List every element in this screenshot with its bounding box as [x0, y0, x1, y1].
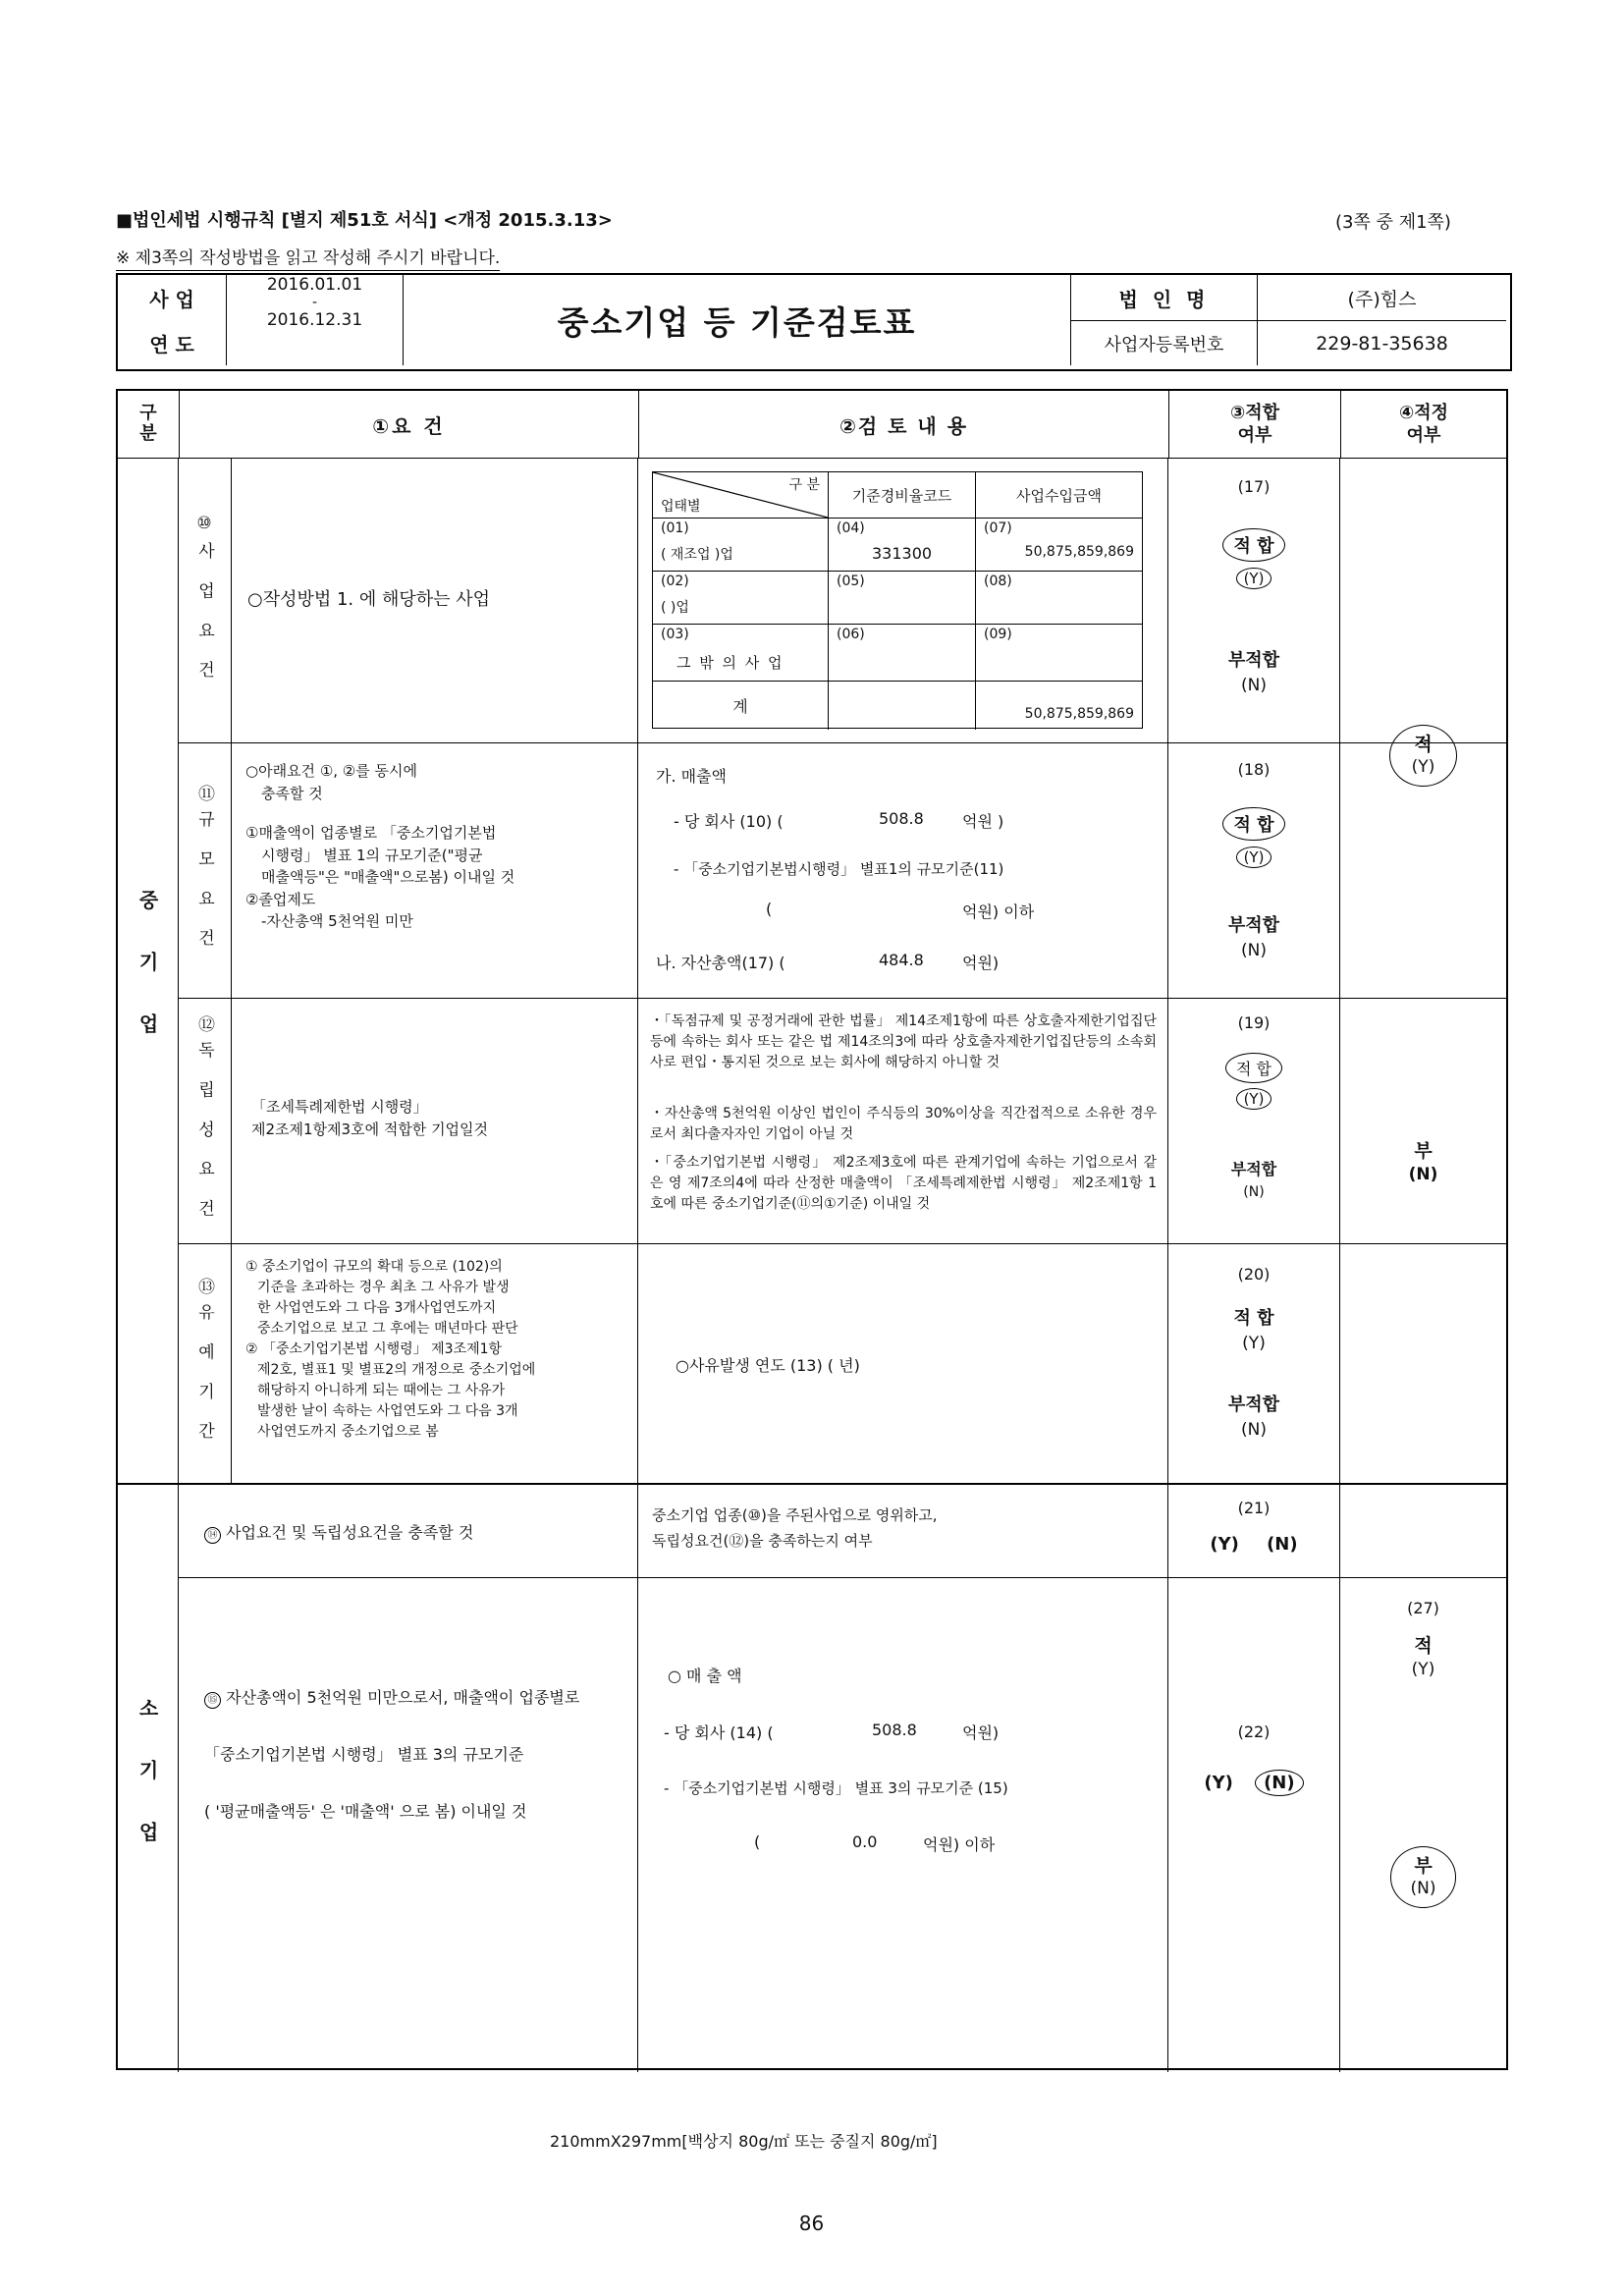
small-row1-requirement — [179, 1483, 638, 1577]
conform-scale — [1168, 742, 1340, 998]
scale-rev-l1: 가. 매출액 — [656, 767, 727, 786]
biz-row-1-c3-val: 50,875,859,869 — [1024, 544, 1134, 560]
scale-rev-u1: 억원 ) — [962, 812, 1004, 831]
small-row2-requirement — [179, 1577, 638, 2072]
indep-rev-b2: ・자산총액 5천억원 이상인 법인이 주식등의 30%이상을 직간접적으로 소유한 경우로서 최다출자자인 기업이 아닐 것 — [650, 1106, 1157, 1142]
period-from: 2016.01.01 — [266, 275, 363, 295]
adequacy-small-yes-mark: (Y) — [1411, 1659, 1435, 1679]
conform-small2-marks[interactable] — [1168, 1770, 1339, 1796]
scale-req-l5: 매출액등"은 "매출액"으로봄) 이내일 것 — [261, 868, 515, 886]
adequacy-small-no-mark: (N) — [1410, 1878, 1436, 1898]
biz-row-2-c1 — [653, 571, 828, 624]
adequacy-small-no: (27) — [1407, 1599, 1439, 1617]
small-row2-req-l3: ( '평균매출액등' 은 '매출액' 으로 봄) 이내일 것 — [204, 1802, 527, 1821]
conform-grace-yes-mark: (Y) — [1242, 1334, 1266, 1353]
scale-req-l3: ①매출액이 업종별로 「중소기업기본법 — [245, 824, 497, 842]
col-header-division: 구 분 — [139, 403, 157, 444]
biz-row-1-c2 — [828, 518, 975, 571]
instruction-note: ※ 제3쪽의 작성방법을 읽고 작성해 주시기 바랍니다. — [116, 244, 500, 271]
row-indep-num-cell — [179, 998, 232, 1243]
conform-small-row2 — [1168, 1577, 1340, 2072]
biz-row-2-c2 — [828, 571, 975, 624]
row-indep-review — [638, 998, 1168, 1243]
small-row1-rev-l1: 중소기업 업종(⑩)을 주된사업으로 영위하고, — [652, 1506, 938, 1524]
grace-req-l5: ② 「중소기업기본법 시행령」 제3조제1항 — [245, 1341, 503, 1357]
row-indep-label — [192, 1015, 217, 1226]
biz-total-blank — [828, 681, 975, 730]
criteria-table — [116, 389, 1508, 2070]
conform-biz-yes[interactable] — [1168, 528, 1339, 562]
conform-indep-no: (19) — [1237, 1013, 1271, 1032]
biz-row-2-c2-no: (05) — [837, 574, 865, 589]
period-label-2: 연 도 — [149, 332, 194, 356]
biz-row-1-c2-val: 331300 — [872, 544, 933, 563]
small-row2-req-l1-text: 자산총액이 5천억원 미만으로서, 매출액이 업종별로 — [226, 1688, 580, 1707]
biz-row-3-c1 — [653, 624, 828, 681]
small-row2-rev-u2: 억원) 이하 — [923, 1835, 996, 1854]
grace-req-l3: 한 사업연도와 그 다음 3개사업연도까지 — [257, 1300, 497, 1316]
small-row2-rev-l2: - 당 회사 (14) ( — [664, 1723, 774, 1742]
biz-row-3-c2-no: (06) — [837, 627, 865, 642]
grace-req-l6: 제2호, 별표1 및 별표2의 개정으로 중소기업에 — [257, 1362, 536, 1378]
conform-grace-no: (20) — [1237, 1265, 1271, 1284]
conform-grace-yes-label[interactable]: 적 합 — [1233, 1308, 1274, 1329]
conform-scale-yes-mark: (Y) — [1236, 847, 1272, 868]
biz-inner-head-bottom: 업태별 — [661, 499, 701, 515]
conform-indep-no-mark: (N) — [1243, 1184, 1265, 1200]
adequacy-sme-yes[interactable] — [1340, 725, 1506, 787]
period-dash: - — [311, 295, 318, 310]
biz-row-3-c3 — [975, 624, 1142, 681]
biz-row-1-c3 — [975, 518, 1142, 571]
scale-req-l4: 시행령」 별표 1의 규모기준("평균 — [261, 846, 483, 864]
col-header-requirement: ①요 건 — [179, 391, 638, 458]
col-header-adequacy: ④적정 여부 — [1340, 391, 1506, 458]
conform-biz-no-mark: (N) — [1241, 676, 1267, 695]
row-grace-label — [192, 1278, 217, 1448]
scale-rev-v1: 508.8 — [879, 809, 924, 828]
division-small-cell — [118, 1483, 179, 2072]
small-row2-rev-v2: 0.0 — [852, 1832, 878, 1851]
conform-biz-req — [1168, 458, 1340, 742]
biz-row-3-c1-no: (03) — [661, 627, 689, 642]
row-scale-review — [638, 742, 1168, 998]
conform-small-row1 — [1168, 1483, 1340, 1577]
biz-total-value: 50,875,859,869 — [1024, 706, 1134, 722]
row-scale-num-cell — [179, 742, 232, 998]
small-row2-rev-l4: ( — [754, 1832, 761, 1851]
conform-small2-no: (N) — [1255, 1770, 1304, 1796]
biz-row-1-c2-no: (04) — [837, 520, 865, 536]
biz-no-value: 229-81-35638 — [1257, 320, 1506, 365]
corp-name-value: (주)힘스 — [1257, 275, 1506, 320]
conform-grace — [1168, 1243, 1340, 1483]
adequacy-sme-yes-mark: (Y) — [1411, 756, 1435, 777]
division-small-label: 소 기 업 — [135, 1697, 159, 1859]
col-header-review: ②검 토 내 용 — [638, 391, 1168, 458]
conform-indep-yes-label: 적 합 — [1225, 1053, 1282, 1083]
adequacy-small-yes[interactable] — [1340, 1634, 1506, 1680]
adequacy-sme-no-mark: (N) — [1408, 1164, 1438, 1184]
form-reference: ■법인세법 시행규칙 [별지 제51호 서식] <개정 2015.3.13> — [116, 210, 613, 231]
scale-req-l7: -자산총액 5천억원 미만 — [261, 912, 413, 930]
adequacy-small — [1340, 1483, 1506, 2072]
biz-row-2-c1-text: ( )업 — [661, 600, 689, 616]
row-biz-req-num-cell — [179, 458, 232, 742]
row-biz-req-label — [192, 514, 217, 686]
small-row2-rev-l1: ○ 매 출 액 — [668, 1667, 742, 1685]
adequacy-sme-no-label: 부 — [1414, 1140, 1433, 1162]
biz-row-3-c1-text: 그 밖 의 사 업 — [676, 654, 784, 672]
scale-rev-l2: - 당 회사 (10) ( — [674, 812, 784, 831]
indep-rev-b3: ・「중소기업기본법 시행령」 제2조제3호에 따른 관계기업에 속하는 기업으로서 같은 영 제7조의4에 따라 산정한 매출액이 「조세특례제한법 시행령」 제2조제1항 1호에 따른 중소기업기준(⑪의①기준) 이내일 것 — [650, 1155, 1157, 1212]
biz-inner-table — [652, 471, 1143, 729]
conform-scale-yes-label: 적 합 — [1222, 807, 1284, 841]
row-scale-num: ⑪ — [194, 785, 214, 811]
title-block — [116, 273, 1512, 371]
adequacy-small-no-label: 부 — [1414, 1855, 1433, 1877]
grace-req-l2: 기준을 초과하는 경우 최초 그 사유가 발생 — [257, 1280, 510, 1295]
adequacy-sme-yes-label: 적 — [1414, 734, 1433, 755]
small-row1-req-text: 사업요건 및 독립성요건을 충족할 것 — [226, 1523, 474, 1542]
scale-req-l6: ②졸업제도 — [245, 890, 316, 908]
small-row2-review — [638, 1577, 1168, 2072]
row-indep-requirement — [232, 998, 638, 1243]
row-grace-review — [638, 1243, 1168, 1483]
biz-no-label: 사업자등록번호 — [1070, 320, 1257, 365]
conform-grace-no-mark: (N) — [1241, 1420, 1267, 1440]
scale-rev-u3: 억원) — [962, 954, 1000, 972]
biz-row-1-c1-text: ( 재조업 )업 — [661, 547, 733, 563]
small-row1-num: ⑭ — [204, 1527, 221, 1544]
grace-rev-line: ○사유발생 연도 (13) ( 년) — [676, 1356, 860, 1375]
row-scale-requirement — [232, 742, 638, 998]
grace-req-l8: 발생한 날이 속하는 사업연도와 그 다음 3개 — [257, 1403, 518, 1419]
conform-small1-marks[interactable] — [1168, 1534, 1339, 1555]
row-biz-req-label-text: 사 업 요 건 — [194, 541, 214, 687]
scale-rev-l5: 나. 자산총액(17) ( — [656, 954, 785, 972]
small-row2-rev-l3: - 「중소기업기본법 시행령」 별표 3의 규모기준 (15) — [664, 1779, 1008, 1797]
conform-small2-yes: (Y) — [1204, 1773, 1233, 1793]
adequacy-sme — [1340, 458, 1506, 1483]
biz-total-label: 계 — [732, 696, 748, 716]
conform-biz-no-label[interactable]: 부적합 — [1227, 650, 1280, 671]
grace-req-l4: 중소기업으로 보고 그 후에는 매년마다 판단 — [257, 1321, 518, 1337]
conform-small1-no: (21) — [1237, 1499, 1271, 1517]
conform-indep-yes-mark: (Y) — [1236, 1088, 1272, 1110]
paper-spec-note: 210mmX297mm[백상지 80g/㎡ 또는 중질지 80g/㎡] — [550, 2132, 938, 2151]
conform-scale-yes-mark-wrap — [1168, 847, 1339, 868]
division-sme-label: 중 기 업 — [135, 890, 159, 1051]
col-header-conform: ③적합 여부 — [1168, 391, 1340, 458]
grace-req-l7: 해당하지 아니하게 되는 때에는 그 사유가 — [257, 1383, 506, 1398]
small-row1-rev-l2: 독립성요건(⑫)을 충족하는지 여부 — [652, 1532, 873, 1550]
biz-row-1-c1-no: (01) — [661, 520, 689, 536]
conform-scale-yes[interactable] — [1168, 807, 1339, 841]
page-reference: (3쪽 중 제1쪽) — [1335, 212, 1451, 233]
scale-rev-l4: ( — [766, 900, 773, 918]
row-grace-label-text: 유 예 기 간 — [194, 1303, 214, 1449]
conform-indep-no-label[interactable]: 부적합 — [1230, 1160, 1277, 1178]
scale-rev-l3: - 「중소기업기본법시행령」 별표1의 규모기준(11) — [674, 860, 1004, 878]
grace-req-l9: 사업연도까지 중소기업으로 봄 — [257, 1424, 439, 1440]
biz-row-1-c3-no: (07) — [984, 520, 1012, 536]
indep-req-l1: 「조세특례제한법 시행령」 — [251, 1098, 428, 1116]
division-sme-cell — [118, 458, 179, 1483]
row-biz-req-review — [638, 458, 1168, 742]
conform-biz-yes-label: 적 합 — [1222, 528, 1284, 562]
adequacy-small-no-sel[interactable] — [1340, 1846, 1506, 1908]
scale-req-l1: ○아래요건 ①, ②를 동시에 — [245, 762, 417, 780]
grace-req-l1: ① 중소기업이 규모의 확대 등으로 (102)의 — [245, 1259, 503, 1275]
conform-indep-yes[interactable] — [1168, 1053, 1339, 1083]
doc-title: 중소기업 등 기준검토표 — [403, 275, 1070, 365]
row-biz-req-num: ⑩ — [194, 513, 214, 542]
biz-inner-head-diag — [653, 472, 828, 518]
conform-biz-no: (17) — [1237, 477, 1271, 496]
conform-small1-yes: (Y) — [1210, 1534, 1239, 1555]
small-row2-req-l1 — [204, 1685, 579, 1709]
conform-grace-no-label[interactable]: 부적합 — [1227, 1394, 1280, 1415]
biz-inner-col3: 사업수입금액 — [975, 472, 1142, 518]
small-row2-num: ⑮ — [204, 1692, 221, 1709]
scale-rev-u2: 억원) 이하 — [962, 902, 1035, 921]
scale-req-l2: 충족할 것 — [261, 784, 323, 802]
small-row1-req — [204, 1520, 473, 1544]
period-values — [226, 275, 403, 365]
conform-biz-yes-mark: (Y) — [1236, 568, 1272, 589]
conform-scale-no-label[interactable]: 부적합 — [1227, 915, 1280, 936]
small-row2-rev-v1: 508.8 — [872, 1721, 917, 1739]
scale-rev-v3: 484.8 — [879, 951, 924, 969]
indep-rev-b1: ・「독점규제 및 공정거래에 관한 법률」 제14조제1항에 따른 상호출자제한기업집단등에 속하는 회사 또는 같은 법 제14조의3에 따라 상호출자제한기업집단등의 소속회사로 편입・통지된 것으로 보는 회사에 해당하지 아니할 것 — [650, 1013, 1157, 1070]
row-grace-requirement — [232, 1243, 638, 1483]
conform-scale-no-mark: (N) — [1241, 941, 1267, 960]
conform-indep-yes-mark-wrap — [1168, 1088, 1339, 1110]
row-indep-label-text: 독 립 성 요 건 — [194, 1041, 214, 1226]
conform-small2-no: (22) — [1237, 1722, 1271, 1741]
indep-req-l2: 제2조제1항제3호에 적합한 기업일것 — [251, 1120, 489, 1138]
biz-inner-head-top: 구 분 — [788, 477, 820, 493]
period-label-1: 사 업 — [149, 287, 194, 311]
conform-small1-no: (N) — [1267, 1534, 1298, 1555]
adequacy-sme-no[interactable] — [1340, 1135, 1506, 1189]
small-row1-review — [638, 1483, 1168, 1577]
corp-name-label: 법 인 명 — [1070, 275, 1257, 320]
small-row2-req-l2: 「중소기업기본법 시행령」 별표 3의 규모기준 — [204, 1745, 524, 1764]
biz-row-3-c3-no: (09) — [984, 627, 1012, 642]
row-grace-num: ⑬ — [194, 1278, 214, 1304]
adequacy-small-yes-label: 적 — [1414, 1635, 1433, 1657]
row-biz-req-requirement — [232, 458, 638, 742]
row-grace-num-cell — [179, 1243, 232, 1483]
conform-biz-yes-mark-wrap — [1168, 568, 1339, 589]
biz-inner-col2: 기준경비율코드 — [828, 472, 975, 518]
row-biz-req-req-text: ○작성방법 1. 에 해당하는 사업 — [247, 589, 491, 610]
small-row2-rev-u1: 억원) — [962, 1723, 1000, 1742]
row-scale-label-text: 규 모 요 건 — [194, 810, 214, 956]
biz-row-2-c3 — [975, 571, 1142, 624]
biz-row-2-c1-no: (02) — [661, 574, 689, 589]
period-to: 2016.12.31 — [266, 310, 363, 330]
biz-total-value-cell — [975, 681, 1142, 730]
conform-scale-no: (18) — [1237, 760, 1271, 779]
row-scale-label — [192, 785, 217, 955]
biz-row-2-c3-no: (08) — [984, 574, 1012, 589]
conform-indep — [1168, 998, 1340, 1243]
page-number: 86 — [798, 2212, 825, 2235]
biz-row-3-c2 — [828, 624, 975, 681]
biz-row-1-c1 — [653, 518, 828, 571]
row-indep-num: ⑫ — [194, 1015, 214, 1042]
